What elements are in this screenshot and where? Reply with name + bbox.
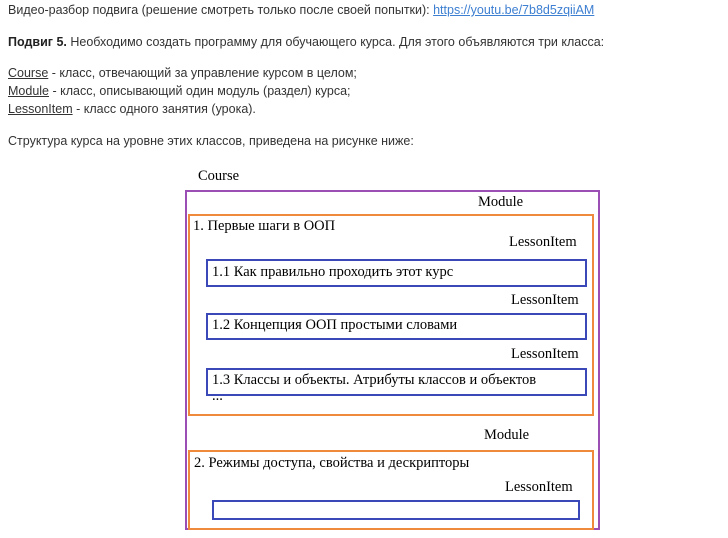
lesson1-title: 1.1 Как правильно проходить этот курс <box>212 264 454 280</box>
module1-title: 1. Первые шаги в ООП <box>193 218 336 234</box>
lesson-label-2: LessonItem <box>511 292 579 308</box>
module-label-2: Module <box>484 427 530 443</box>
class-name: LessonItem <box>8 102 73 116</box>
class-item-lessonitem <box>8 101 256 117</box>
class-desc: - класс, описывающий один модуль (раздел) курса; <box>49 84 351 98</box>
video-link[interactable]: https://youtu.be/7b8d5zqiiAM <box>433 3 595 17</box>
task-text: Необходимо создать программу для обучающего курса. Для этого объявляются три класса: <box>66 35 605 49</box>
class-name: Course <box>8 66 49 80</box>
class-desc: - класс одного занятия (урока). <box>72 102 256 116</box>
lesson2-title: 1.2 Концепция ООП простыми словами <box>212 317 458 333</box>
class-item-course <box>8 65 357 81</box>
lesson-label-1: LessonItem <box>509 234 577 250</box>
task-paragraph <box>8 34 604 50</box>
lesson-label-3: LessonItem <box>511 346 579 362</box>
course-label: Course <box>198 168 240 184</box>
class-desc: - класс, отвечающий за управление курсом в целом; <box>48 66 357 80</box>
class-item-module <box>8 83 351 99</box>
video-label: Видео-разбор подвига (решение смотреть только после своей попытки): <box>8 3 434 17</box>
structure-text: Структура курса на уровне этих классов, приведена на рисунке ниже: <box>8 134 414 148</box>
ellipsis: ... <box>212 388 223 404</box>
class-name: Module <box>8 84 49 98</box>
module2-title: 2. Режимы доступа, свойства и дескрипторы <box>194 455 470 471</box>
module-label-1: Module <box>478 194 524 210</box>
lesson-label-4: LessonItem <box>505 479 573 495</box>
video-line <box>8 2 594 18</box>
task-title: Подвиг 5. <box>8 35 67 49</box>
lesson3-title: 1.3 Классы и объекты. Атрибуты классов и объектов <box>212 372 537 388</box>
lesson-box-4 <box>212 500 580 520</box>
